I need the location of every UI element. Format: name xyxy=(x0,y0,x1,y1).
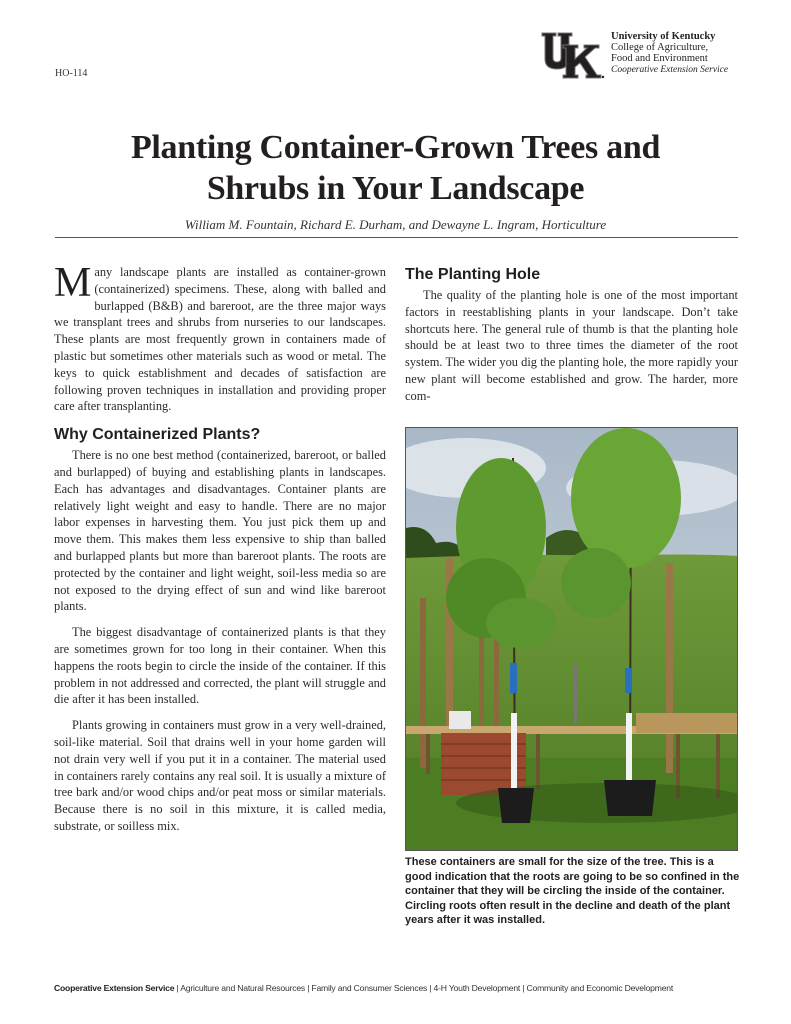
figure-photo xyxy=(405,427,738,851)
footer xyxy=(54,983,744,993)
document-id: HO-114 xyxy=(55,68,88,79)
college-line-1: College of Agriculture, xyxy=(611,42,709,53)
section-heading-planting-hole: The Planting Hole xyxy=(405,266,541,283)
body-paragraph: The quality of the planting hole is one of the most important factors in reestablishing plants in your landscape. Don’t take shortcuts here. The general rule of thumb is that the planting hole should be at least two to three times the diameter of the root system. The wider you dig the planting hole, the more rapidly your new plant will become established and grow. The harder, more com- xyxy=(405,288,738,403)
container-trees-photo-icon xyxy=(406,428,738,851)
title-divider xyxy=(55,237,738,238)
uk-logo xyxy=(541,31,741,81)
figure-caption: These containers are small for the size of the tree. This is a good indication that the roots are going to be so confined in the container that they will be circling the inside of the container. Circling roots often result in the decline and death of the plant years after it was installed. xyxy=(405,856,740,926)
drop-cap: M xyxy=(54,260,92,306)
title-line-2: Shrubs in Your Landscape xyxy=(206,170,585,207)
body-paragraph: There is no one best method (containerized, bareroot, or balled and burlapped) of buying and establishing plants in landscapes. Each has advantages and disadvantages. Container plants are relatively light weight and easy to handle. There are no major labor expenses in harvesting them. You just pick them up and move them. This makes them less expensive to ship than balled and burlapped plants but more than bareroot plants. The roots are protected by the container and light weight, soil-less media so are not exposed to the drying effect of sun and wind like bareroot plants. xyxy=(54,448,386,614)
body-paragraph: Plants growing in containers must grow in a very well-drained, soil-like material. Soil that drains well in your home garden will not drain very well if you put it in a container. The material used in containers rarely contains any real soil. It is usually a mixture of tree bark and/or wood chips and/or peat moss or similar materials. Because there is no soil in this mixture, it is called media, substrate, or soilless mix. xyxy=(54,718,386,833)
right-column xyxy=(405,265,738,414)
page-title xyxy=(60,127,731,209)
extension-service: Cooperative Extension Service xyxy=(611,65,729,75)
section-heading-why-containerized: Why Containerized Plants? xyxy=(54,426,261,444)
authors-byline: William M. Fountain, Richard E. Durham, and Dewayne L. Ingram, Horticulture xyxy=(184,217,607,232)
college-line-2: Food and Environment xyxy=(611,53,708,64)
footer-lead: Cooperative Extension Service xyxy=(54,983,175,993)
logo-text xyxy=(611,31,728,76)
left-column xyxy=(54,260,386,844)
intro-paragraph xyxy=(54,260,386,415)
footer-programs: | Agriculture and Natural Resources | Family and Consumer Sciences | 4-H Youth Development | Community and Economic Development xyxy=(176,983,674,993)
university-name: University of Kentucky xyxy=(611,31,716,42)
uk-wordmark-icon xyxy=(541,31,605,79)
intro-text: any landscape plants are installed as container-grown (containerized) specimens. These, along with balled and burlapped (B&B) and bareroot, are the three major ways we transplant trees and shrubs from nurseries to our landscapes. These plants are most frequently grown in containers made of plastic but sometimes other materials such as wood or metal. The keys to quick establishment and decades of satisfaction are following proven techniques in installation and providing proper care after transplanting. xyxy=(54,265,386,414)
title-line-1: Planting Container-Grown Trees and xyxy=(130,129,661,166)
body-paragraph: The biggest disadvantage of containerized plants is that they are sometimes grown for too long in their container. When this happens the roots begin to circle the inside of the container. If this problem in not addressed and corrected, the plant will struggle and die after it has been installed. xyxy=(54,625,386,707)
